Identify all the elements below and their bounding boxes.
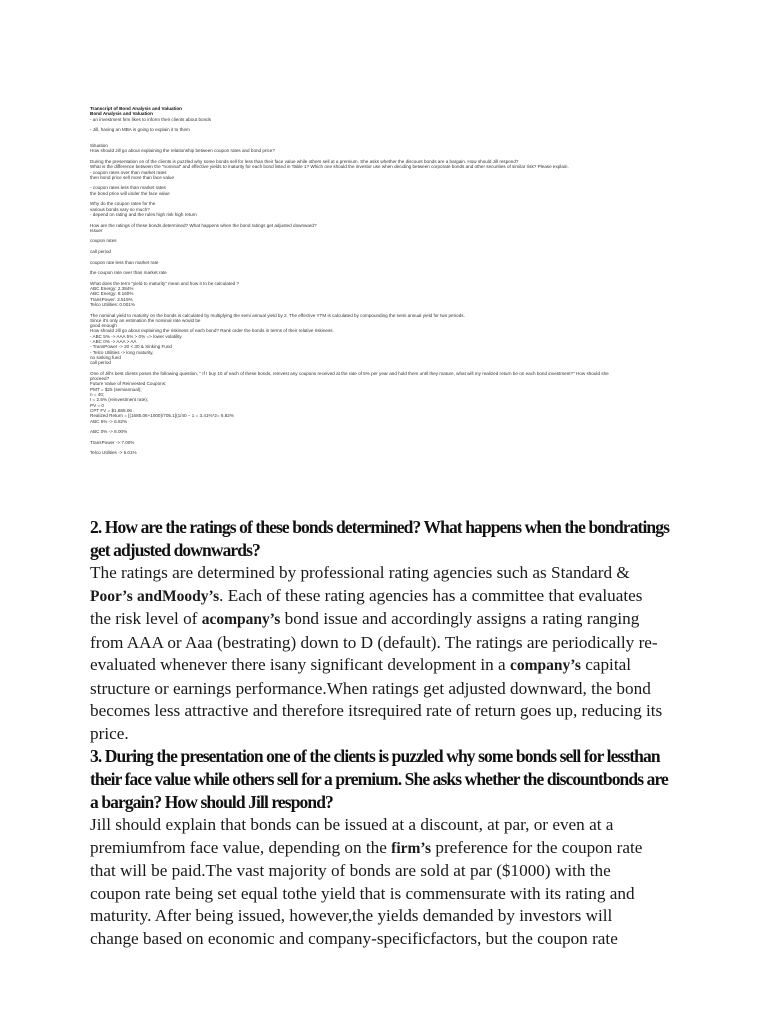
body-line — [90, 654, 690, 678]
thumbnail-line: Transcript of Bond Analysis and Valuation — [90, 106, 182, 111]
body-line — [90, 632, 690, 655]
body-line — [90, 608, 690, 632]
thumbnail-line: TransPower: 3.515% — [90, 296, 133, 302]
body-text: bond issue and accordingly assigns a rating ranging — [280, 609, 640, 628]
section-q2 — [90, 516, 690, 745]
body-text: evaluated whenever there isany significant development in a — [90, 655, 510, 674]
body-line — [90, 700, 690, 723]
thumbnail-line: no sinking fund — [90, 354, 121, 360]
thumbnail-line: - depend on rating and the rules high risk high return — [90, 211, 197, 217]
thumbnail-line: coupon rate less than market rate — [90, 259, 159, 265]
thumbnail-line: How should Jill go about explaining the riskiness of each bond? Rank order the bonds in terms of their relative riskiness. — [90, 328, 334, 334]
body-text: . Each of these rating agencies has a committee that evaluates — [219, 585, 643, 605]
thumbnail-line: - an investment firm likes to inform their clients about bonds — [90, 116, 212, 122]
thumbnail-line: Future Value of Reinvested Coupons: — [90, 381, 167, 387]
thumbnail-line: good enough — [90, 323, 117, 329]
body-line — [90, 678, 690, 701]
bold-word: firm’s — [391, 839, 432, 857]
thumbnail-line: call period — [90, 360, 111, 366]
body-text: structure or earnings performance.When ratings get adjusted downward, the bond — [90, 678, 651, 698]
body-text: price. — [90, 723, 129, 743]
thumbnail-line: call period — [90, 249, 111, 255]
heading-line: 3. During the presentation one of the clients is puzzled why some bonds sell for lessthan — [90, 746, 660, 766]
body-text: Jill should explain that bonds can be issued at a discount, at par, or even at a — [90, 815, 614, 834]
thumbnail-line: then bond price sell more than face value — [90, 174, 175, 180]
thumbnail-line: Issuer — [90, 227, 103, 233]
thumbnail-line: Since it's only an estimation the nominal rate would be — [90, 317, 201, 323]
question-3-heading — [90, 745, 690, 814]
thumbnail-line: The nominal yield to maturity on the bonds is calculated by multiplying the semi annual yield by 2. The effective YTM is calculated by compounding the semi annual yield for two periods. — [90, 312, 465, 318]
section-q3 — [90, 745, 690, 950]
thumbnail-line: During the presentation on of the clients is puzzled why some bonds sell for less than their face value while others sell at a premium. She asks whether the discount bonds are a bargain. How should Jill respond? — [90, 158, 519, 164]
thumbnail-line: TransPower -> 7.00% — [90, 439, 135, 445]
body-line — [90, 837, 690, 861]
thumbnail-line: Why do the coupon rates for the — [90, 201, 156, 207]
body-line — [90, 928, 690, 951]
body-text: the risk level of — [90, 609, 202, 628]
thumbnail-line: How should Jill go about explaining the relationship between coupon rates and bond price? — [90, 148, 275, 154]
body-text: capital — [580, 655, 631, 674]
thumbnail-line: PMT = $25 (semiannual); — [90, 386, 142, 392]
thumbnail-line: - TransPower -> 20 < 30 & Sinking Fund — [90, 344, 172, 350]
thumbnail-line: I = 2.5% (reinvestment rate); — [90, 397, 149, 403]
thumbnail-line: n = 40; — [90, 392, 105, 398]
body-line — [90, 883, 690, 906]
body-line — [90, 585, 690, 609]
body-line — [90, 723, 690, 746]
thumbnail-line: - Jill, having an MBA is going to explain it to them — [90, 127, 190, 133]
body-text: that will be paid.The vast majority of bonds are sold at par ($1000) with the — [90, 861, 611, 880]
body-line — [90, 814, 690, 837]
body-text: maturity. After being issued, however,the yields demanded by investors will — [90, 906, 613, 925]
thumbnail-line: ABC 0% -> 8.00% — [90, 429, 128, 435]
thumbnail-line: - ABC 5% -> AAA 5% > 0% => lower volatility — [90, 333, 182, 339]
body-text: from AAA or Aaa (bestrating) down to D (default). The ratings are periodically re- — [90, 632, 658, 652]
thumbnail-line: proceed? — [90, 376, 110, 382]
thumbnail-line: Telco Utilities -> 6.01% — [90, 450, 137, 456]
thumbnail-line: the coupon rate over than market rate — [90, 270, 167, 276]
thumbnail-line: What is the difference between the "nominal" and effective yields to maturity for each bond listed in Table 1? Which one should the investor use when deciding between corporate bonds and other securities of similar risk? Please explain. — [90, 164, 569, 170]
body-text: premiumfrom face value, depending on the — [90, 837, 392, 857]
thumbnail-line: How are the ratings of these bonds determined? What happens when the bond ratings get adjusted downward? — [90, 222, 317, 228]
heading-line: a bargain? How should Jill respond? — [90, 792, 333, 812]
body-line — [90, 860, 690, 883]
body-line — [90, 905, 690, 928]
thumbnail-line: Telco Utilities: 0.001% — [90, 301, 135, 307]
heading-line: 2. How are the ratings of these bonds determined? What happens when the bondratings — [90, 517, 670, 537]
bold-word: andMoody’s — [137, 587, 220, 605]
thumbnail-line: - coupon rates over than market rates — [90, 169, 167, 175]
thumbnail-line: - Telco Utilities -> long maturity, — [90, 349, 154, 355]
body-text: becomes less attractive and therefore itsrequired rate of return goes up, reducing its — [90, 701, 663, 720]
bold-word: company’s — [509, 657, 581, 674]
thumbnail-line: Situation — [90, 143, 108, 149]
thumbnail-line: the bond price will under the face value — [90, 190, 170, 196]
thumbnail-line: coupon rates — [90, 238, 117, 244]
thumbnail-line: ABC Energy: 2.384% — [90, 286, 134, 292]
main-text — [90, 516, 690, 950]
thumbnail-line: One of Jill's best clients poses the following question, " If I buy 10 of each of these bonds, reinvest any coupons received at the rate of 5% per year and hold them until they mature, what will my realized return be on each bond investment?" How should she — [90, 370, 609, 376]
thumbnail-line: - coupon rates less than market rates — [90, 185, 166, 191]
body-text: preference for the coupon rate — [431, 837, 643, 857]
thumbnail-line: CPT FV = $1,685.06 — [90, 407, 132, 413]
heading-line: get adjusted downwards? — [90, 540, 260, 560]
thumbnail-line: ABC Energy: 8.160% — [90, 291, 134, 297]
body-text: change based on economic and company-specificfactors, but the coupon rate — [90, 928, 618, 948]
bold-word: Poor’s — [90, 587, 133, 605]
transcript-thumbnail — [90, 106, 690, 456]
thumbnail-line: What does the term "yield to maturity" mean and how it to be calculated ? — [90, 280, 240, 286]
body-text: coupon rate being set equal tothe yield that is commensurate with its rating and — [90, 883, 635, 903]
answer-3-body — [90, 814, 690, 950]
thumbnail-line: various bonds vary so much? — [90, 206, 150, 212]
body-line — [90, 562, 690, 585]
body-text: The ratings are determined by professional rating agencies such as Standard & — [90, 563, 630, 582]
thumbnail-line: - ABC 0% -> AAA > AA — [90, 339, 137, 345]
answer-2-body — [90, 562, 690, 745]
bold-word: acompany’s — [201, 611, 281, 628]
thumbnail-line: Realized Return = [(1685.06+1000)/705.1](1/40 − 1 = 3.41%*2= 6.82% — [90, 413, 234, 419]
thumbnail-line: PV = 0 — [90, 402, 104, 408]
thumbnail-line: ABC 5% -> 6.82% — [90, 418, 128, 424]
thumbnail-line: Bond Analysis and Valuation — [90, 111, 153, 117]
heading-line: their face value while others sell for a premium. She asks whether the discountbonds are — [90, 769, 668, 789]
question-2-heading — [90, 516, 690, 562]
